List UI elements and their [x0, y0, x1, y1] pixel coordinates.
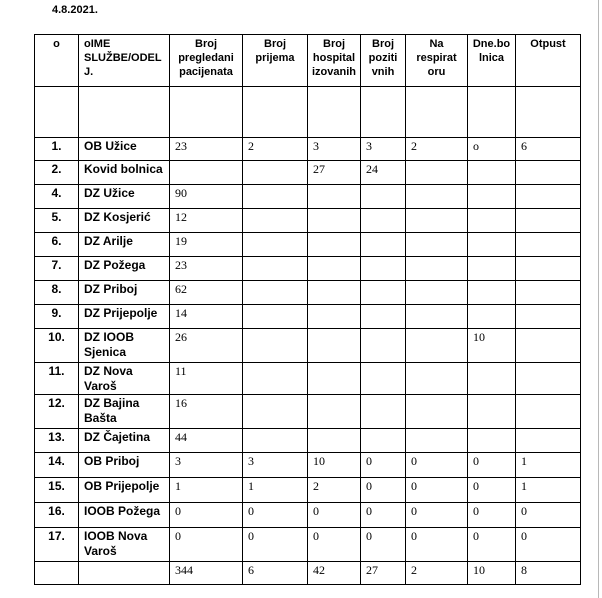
value-cell [516, 209, 581, 233]
service-name: IOOB Nova Varoš [79, 528, 170, 562]
value-cell: 0 [243, 528, 308, 562]
value-cell [406, 363, 468, 395]
row-number: 1. [35, 138, 79, 161]
value-cell: 14 [170, 305, 243, 329]
value-cell [308, 185, 361, 209]
value-cell [406, 281, 468, 305]
row-number: 4. [35, 185, 79, 209]
value-cell [243, 329, 308, 363]
service-name: DZ Nova Varoš [79, 363, 170, 395]
table-row [35, 453, 581, 478]
value-cell [406, 209, 468, 233]
value-cell: 26 [170, 329, 243, 363]
service-name: Kovid bolnica [79, 161, 170, 185]
table-row [35, 233, 581, 257]
value-cell: 0 [361, 478, 406, 503]
value-cell: 0 [308, 528, 361, 562]
table-row [35, 429, 581, 453]
value-cell [243, 257, 308, 281]
value-cell [516, 305, 581, 329]
value-cell: 19 [170, 233, 243, 257]
value-cell [361, 233, 406, 257]
service-name: DZ Požega [79, 257, 170, 281]
value-cell: o [468, 138, 516, 161]
header-cell: Broj hospital izovanih [308, 35, 361, 87]
value-cell: 1 [243, 478, 308, 503]
table-row [35, 305, 581, 329]
value-cell [170, 161, 243, 185]
value-cell: 0 [361, 453, 406, 478]
value-cell: 0 [361, 528, 406, 562]
value-cell: 0 [243, 503, 308, 528]
value-cell [243, 363, 308, 395]
value-cell: 0 [361, 503, 406, 528]
row-number: 14. [35, 453, 79, 478]
value-cell: 10 [468, 329, 516, 363]
value-cell [243, 395, 308, 429]
totals-cell: 2 [406, 562, 468, 585]
value-cell [468, 395, 516, 429]
table-row [35, 363, 581, 395]
value-cell [243, 305, 308, 329]
table-row [35, 329, 581, 363]
value-cell [361, 329, 406, 363]
service-name: DZ Prijepolje [79, 305, 170, 329]
row-number: 6. [35, 233, 79, 257]
value-cell [361, 185, 406, 209]
value-cell: 27 [308, 161, 361, 185]
service-name: DZ Priboj [79, 281, 170, 305]
value-cell: 2 [308, 478, 361, 503]
report-table [34, 34, 581, 585]
value-cell [308, 329, 361, 363]
table-row [35, 257, 581, 281]
totals-row [35, 562, 581, 585]
header-cell: Broj poziti vnih [361, 35, 406, 87]
row-number: 12. [35, 395, 79, 429]
service-name: DZ IOOB Sjenica [79, 329, 170, 363]
header-cell: Na respirat oru [406, 35, 468, 87]
totals-cell: 42 [308, 562, 361, 585]
service-name: DZ Bajina Bašta [79, 395, 170, 429]
header-cell: o [35, 35, 79, 87]
value-cell [516, 329, 581, 363]
row-number: 10. [35, 329, 79, 363]
value-cell: 0 [468, 453, 516, 478]
value-cell: 16 [170, 395, 243, 429]
value-cell [516, 363, 581, 395]
value-cell [516, 281, 581, 305]
value-cell [468, 233, 516, 257]
value-cell [516, 395, 581, 429]
value-cell: 11 [170, 363, 243, 395]
totals-cell: 6 [243, 562, 308, 585]
value-cell [243, 161, 308, 185]
table-cell [35, 87, 79, 138]
value-cell [243, 429, 308, 453]
row-number: 16. [35, 503, 79, 528]
value-cell [243, 209, 308, 233]
value-cell: 1 [516, 478, 581, 503]
value-cell: 0 [516, 503, 581, 528]
row-number: 9. [35, 305, 79, 329]
value-cell: 12 [170, 209, 243, 233]
row-number: 15. [35, 478, 79, 503]
value-cell: 10 [308, 453, 361, 478]
value-cell [468, 305, 516, 329]
value-cell [308, 363, 361, 395]
totals-cell: 344 [170, 562, 243, 585]
service-name: DZ Arilje [79, 233, 170, 257]
value-cell [516, 233, 581, 257]
row-number: 8. [35, 281, 79, 305]
value-cell [361, 429, 406, 453]
value-cell: 2 [406, 138, 468, 161]
value-cell [308, 233, 361, 257]
totals-cell [79, 562, 170, 585]
value-cell: 1 [516, 453, 581, 478]
totals-cell: 27 [361, 562, 406, 585]
table-cell [170, 87, 243, 138]
row-number: 5. [35, 209, 79, 233]
service-name: DZ Čajetina [79, 429, 170, 453]
value-cell [361, 305, 406, 329]
value-cell: 0 [516, 528, 581, 562]
value-cell [308, 281, 361, 305]
value-cell: 3 [361, 138, 406, 161]
value-cell: 6 [516, 138, 581, 161]
value-cell: 44 [170, 429, 243, 453]
table-row [35, 185, 581, 209]
page-margin-line [598, 0, 599, 598]
value-cell [406, 161, 468, 185]
table-cell [468, 87, 516, 138]
row-number: 11. [35, 363, 79, 395]
value-cell [468, 363, 516, 395]
value-cell [308, 209, 361, 233]
value-cell [361, 395, 406, 429]
value-cell: 0 [170, 528, 243, 562]
value-cell: 62 [170, 281, 243, 305]
value-cell [406, 305, 468, 329]
service-name: OB Užice [79, 138, 170, 161]
table-cell [308, 87, 361, 138]
service-name: OB Prijepolje [79, 478, 170, 503]
document-date: 4.8.2021. [52, 4, 98, 16]
value-cell [468, 185, 516, 209]
service-name: DZ Užice [79, 185, 170, 209]
row-number: 2. [35, 161, 79, 185]
value-cell: 1 [170, 478, 243, 503]
value-cell [243, 185, 308, 209]
value-cell [361, 363, 406, 395]
value-cell: 3 [308, 138, 361, 161]
value-cell [308, 429, 361, 453]
service-name: OB Priboj [79, 453, 170, 478]
value-cell: 0 [406, 478, 468, 503]
value-cell: 0 [170, 503, 243, 528]
totals-cell [35, 562, 79, 585]
value-cell [361, 281, 406, 305]
value-cell: 0 [468, 503, 516, 528]
value-cell: 0 [468, 478, 516, 503]
table-cell [516, 87, 581, 138]
value-cell [468, 209, 516, 233]
table-row [35, 395, 581, 429]
value-cell: 0 [308, 503, 361, 528]
value-cell [406, 395, 468, 429]
value-cell [308, 305, 361, 329]
table-row [35, 528, 581, 562]
table-cell [79, 87, 170, 138]
totals-cell: 8 [516, 562, 581, 585]
value-cell [468, 257, 516, 281]
value-cell: 90 [170, 185, 243, 209]
value-cell [468, 281, 516, 305]
header-cell: Broj prijema [243, 35, 308, 87]
table-row [35, 503, 581, 528]
value-cell [516, 257, 581, 281]
table-row [35, 281, 581, 305]
value-cell [406, 185, 468, 209]
value-cell [243, 233, 308, 257]
value-cell [468, 161, 516, 185]
service-name: DZ Kosjerić [79, 209, 170, 233]
value-cell: 0 [406, 528, 468, 562]
value-cell [406, 233, 468, 257]
value-cell [361, 209, 406, 233]
value-cell [243, 281, 308, 305]
value-cell: 2 [243, 138, 308, 161]
row-number: 17. [35, 528, 79, 562]
table-row [35, 209, 581, 233]
value-cell [406, 257, 468, 281]
header-row [35, 35, 581, 87]
header-cell: Dne.bo lnica [468, 35, 516, 87]
value-cell: 24 [361, 161, 406, 185]
value-cell [516, 161, 581, 185]
table-cell [243, 87, 308, 138]
table-body [35, 87, 581, 585]
header-cell: oIME SLUŽBE/ODEL J. [79, 35, 170, 87]
row-number: 13. [35, 429, 79, 453]
value-cell [308, 395, 361, 429]
table-row [35, 138, 581, 161]
table-row [35, 161, 581, 185]
value-cell: 0 [406, 453, 468, 478]
totals-cell: 10 [468, 562, 516, 585]
value-cell: 23 [170, 138, 243, 161]
value-cell: 0 [468, 528, 516, 562]
value-cell [406, 329, 468, 363]
value-cell: 3 [170, 453, 243, 478]
value-cell [361, 257, 406, 281]
table-row [35, 478, 581, 503]
value-cell [468, 429, 516, 453]
blank-row [35, 87, 581, 138]
table-cell [406, 87, 468, 138]
value-cell [308, 257, 361, 281]
header-cell: Otpust [516, 35, 581, 87]
value-cell [516, 429, 581, 453]
value-cell: 23 [170, 257, 243, 281]
row-number: 7. [35, 257, 79, 281]
value-cell: 0 [406, 503, 468, 528]
header-cell: Broj pregledani pacijenata [170, 35, 243, 87]
value-cell [516, 185, 581, 209]
service-name: IOOB Požega [79, 503, 170, 528]
value-cell [406, 429, 468, 453]
value-cell: 3 [243, 453, 308, 478]
table-cell [361, 87, 406, 138]
